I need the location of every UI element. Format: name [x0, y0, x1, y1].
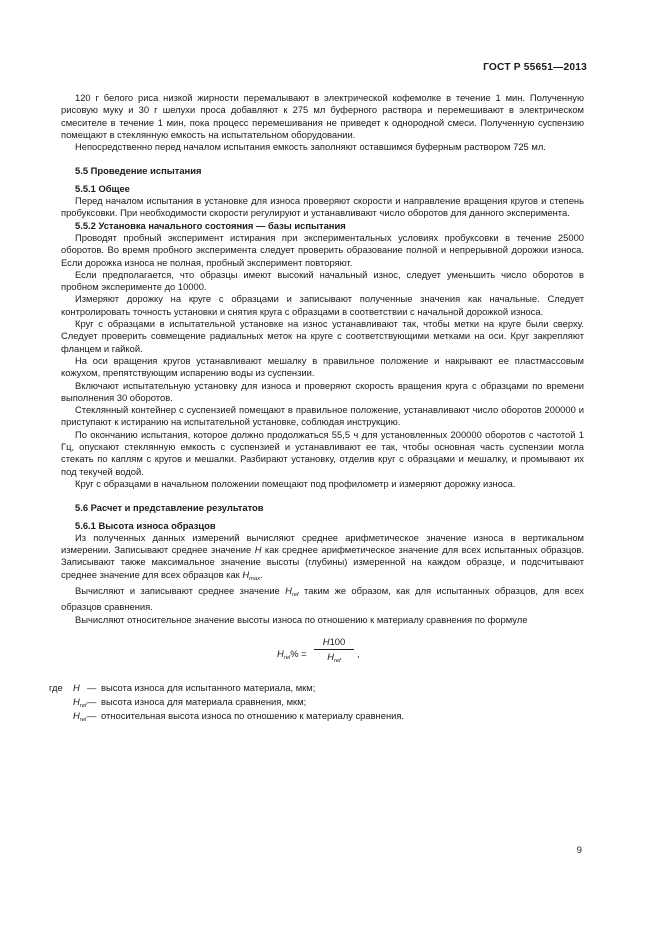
paragraph: Круг с образцами в испытательной установке на износ устанавливают так, чтобы метки на круге были сверху. Следует проверить совмещение радиальных меток на круге с соответствующими метками на оси. Круг закрепляют фланцем и гайкой.: [61, 318, 584, 354]
paragraph: Включают испытательную установку для износа и проверяют скорость вращения круга с образцами по времени выполнения 30 оборотов.: [61, 379, 584, 403]
section-heading-5-6: 5.6 Расчет и представление результатов: [75, 502, 264, 514]
paragraph: Проводят пробный эксперимент истирания при экспериментальных условиях пробуксовки в течение 25000 оборотов. Во время пробного эксперимента следует проверить образование полной и непрерывной дорожки износа. Если дорожка износа не полная, пробный эксперимент повторяют.: [61, 231, 584, 268]
formula-fraction: [314, 636, 354, 668]
paragraph: На оси вращения кругов устанавливают мешалку в правильное положение и накрывают ее пластмассовым кожухом, препятствующим испарению воды из суспензии.: [61, 354, 584, 379]
formula-lhs: $H_{rel}\%$ =: [277, 647, 307, 661]
formula-numerator: H100: [314, 636, 354, 650]
paragraph: Вычисляют и записывают среднее значение $H_{ref}$ таким же образом, как для испытанных образцов, для всех образцов сравнения.: [61, 584, 584, 613]
legend-item: $H_{ref}$ — высота износа для материала сравнения, мкм;: [73, 695, 307, 709]
legend-item: $H_{rel}$ — относительная высота износа по отношению к материалу сравнения.: [73, 709, 405, 723]
intro-paragraph: 120 г белого риса низкой жирности перемалывают в электрической кофемолке в течение 1 мин. Полученную рисовую муку и 30 г шелухи проса добавляют к 275 мл буферного раствора и перемешивают в электрическом смесителе в течение 1 мин, пока процесс перемешивания не приведет к однородной смеси. Полученную суспензию помещают в стеклянную емкость на испытательном оборудовании.: [61, 92, 584, 140]
intro-paragraph: Непосредственно перед началом испытания емкость заполняют оставшимся буферным раствором 725 мл.: [75, 141, 546, 153]
paragraph: Круг с образцами в начальном положении помещают под профилометр и измеряют дорожку износа.: [75, 477, 516, 489]
paragraph: По окончанию испытания, которое должно продолжаться 55,5 ч для установленных 200000 оборотов с частотой 1 Гц, опускают стеклянную емкость с суспензией и устанавливают ее так, чтобы основная часть суспензии могла стекать по каплям с кругов и мешалки. Разбирают установку, отделив круг с образцами и мешалку, и промывают их под текучей водой.: [61, 428, 584, 477]
section-heading-5-5-2: 5.5.2 Установка начального состояния — базы испытания: [75, 219, 346, 231]
section-heading-5-6-1: 5.6.1 Высота износа образцов: [75, 519, 216, 531]
paragraph: Стеклянный контейнер с суспензией помещают в правильное положение, устанавливают число оборотов 200000 и приступают к истиранию на испытательной установке, соблюдая инструкцию.: [61, 404, 584, 428]
document-id-header: ГОСТ Р 55651—2013: [483, 62, 587, 73]
paragraph: Если предполагается, что образцы имеют высокий начальный износ, следует уменьшить число оборотов в пробном эксперименте до 10000.: [61, 268, 584, 293]
paragraph: Перед началом испытания в установке для износа проверяют скорости и направление вращения кругов и степень пробуксовки. При необходимости скорости регулируют и устанавливают число оборотов для данного эксперимента.: [61, 195, 584, 219]
page-number: 9: [576, 845, 582, 856]
paragraph: Измеряют дорожку на круге с образцами и записывают полученные значения как начальные. Следует контролировать точность установки и снятия круга с образцами в соответствии с начальной дорожкой износа.: [61, 293, 584, 317]
formula-relative-wear: $H_{rel}\%$ = H100 $H_{ref}$ ,: [61, 636, 584, 674]
paragraph: Из полученных данных измерений вычисляют среднее арифметическое значение износа в вертикальном измерении. Записывают среднее значение H как среднее арифметическое значение для всех испытанных образцов. Записывают также максимальное значение высоты (глубины) измеренной на каждом образце, и подсчитывают среднее значение для всех образцов как $H_{max}$.: [61, 531, 584, 582]
section-heading-5-5: 5.5 Проведение испытания: [75, 165, 202, 177]
section-heading-5-5-1: 5.5.1 Общее: [75, 182, 130, 194]
paragraph: Вычисляют относительное значение высоты износа по отношению к материалу сравнения по формуле: [75, 613, 528, 625]
formula-denominator: $H_{ref}$: [327, 651, 341, 665]
legend-item: где H — высота износа для испытанного материала, мкм;: [49, 681, 316, 693]
page-body: [49, 92, 584, 724]
